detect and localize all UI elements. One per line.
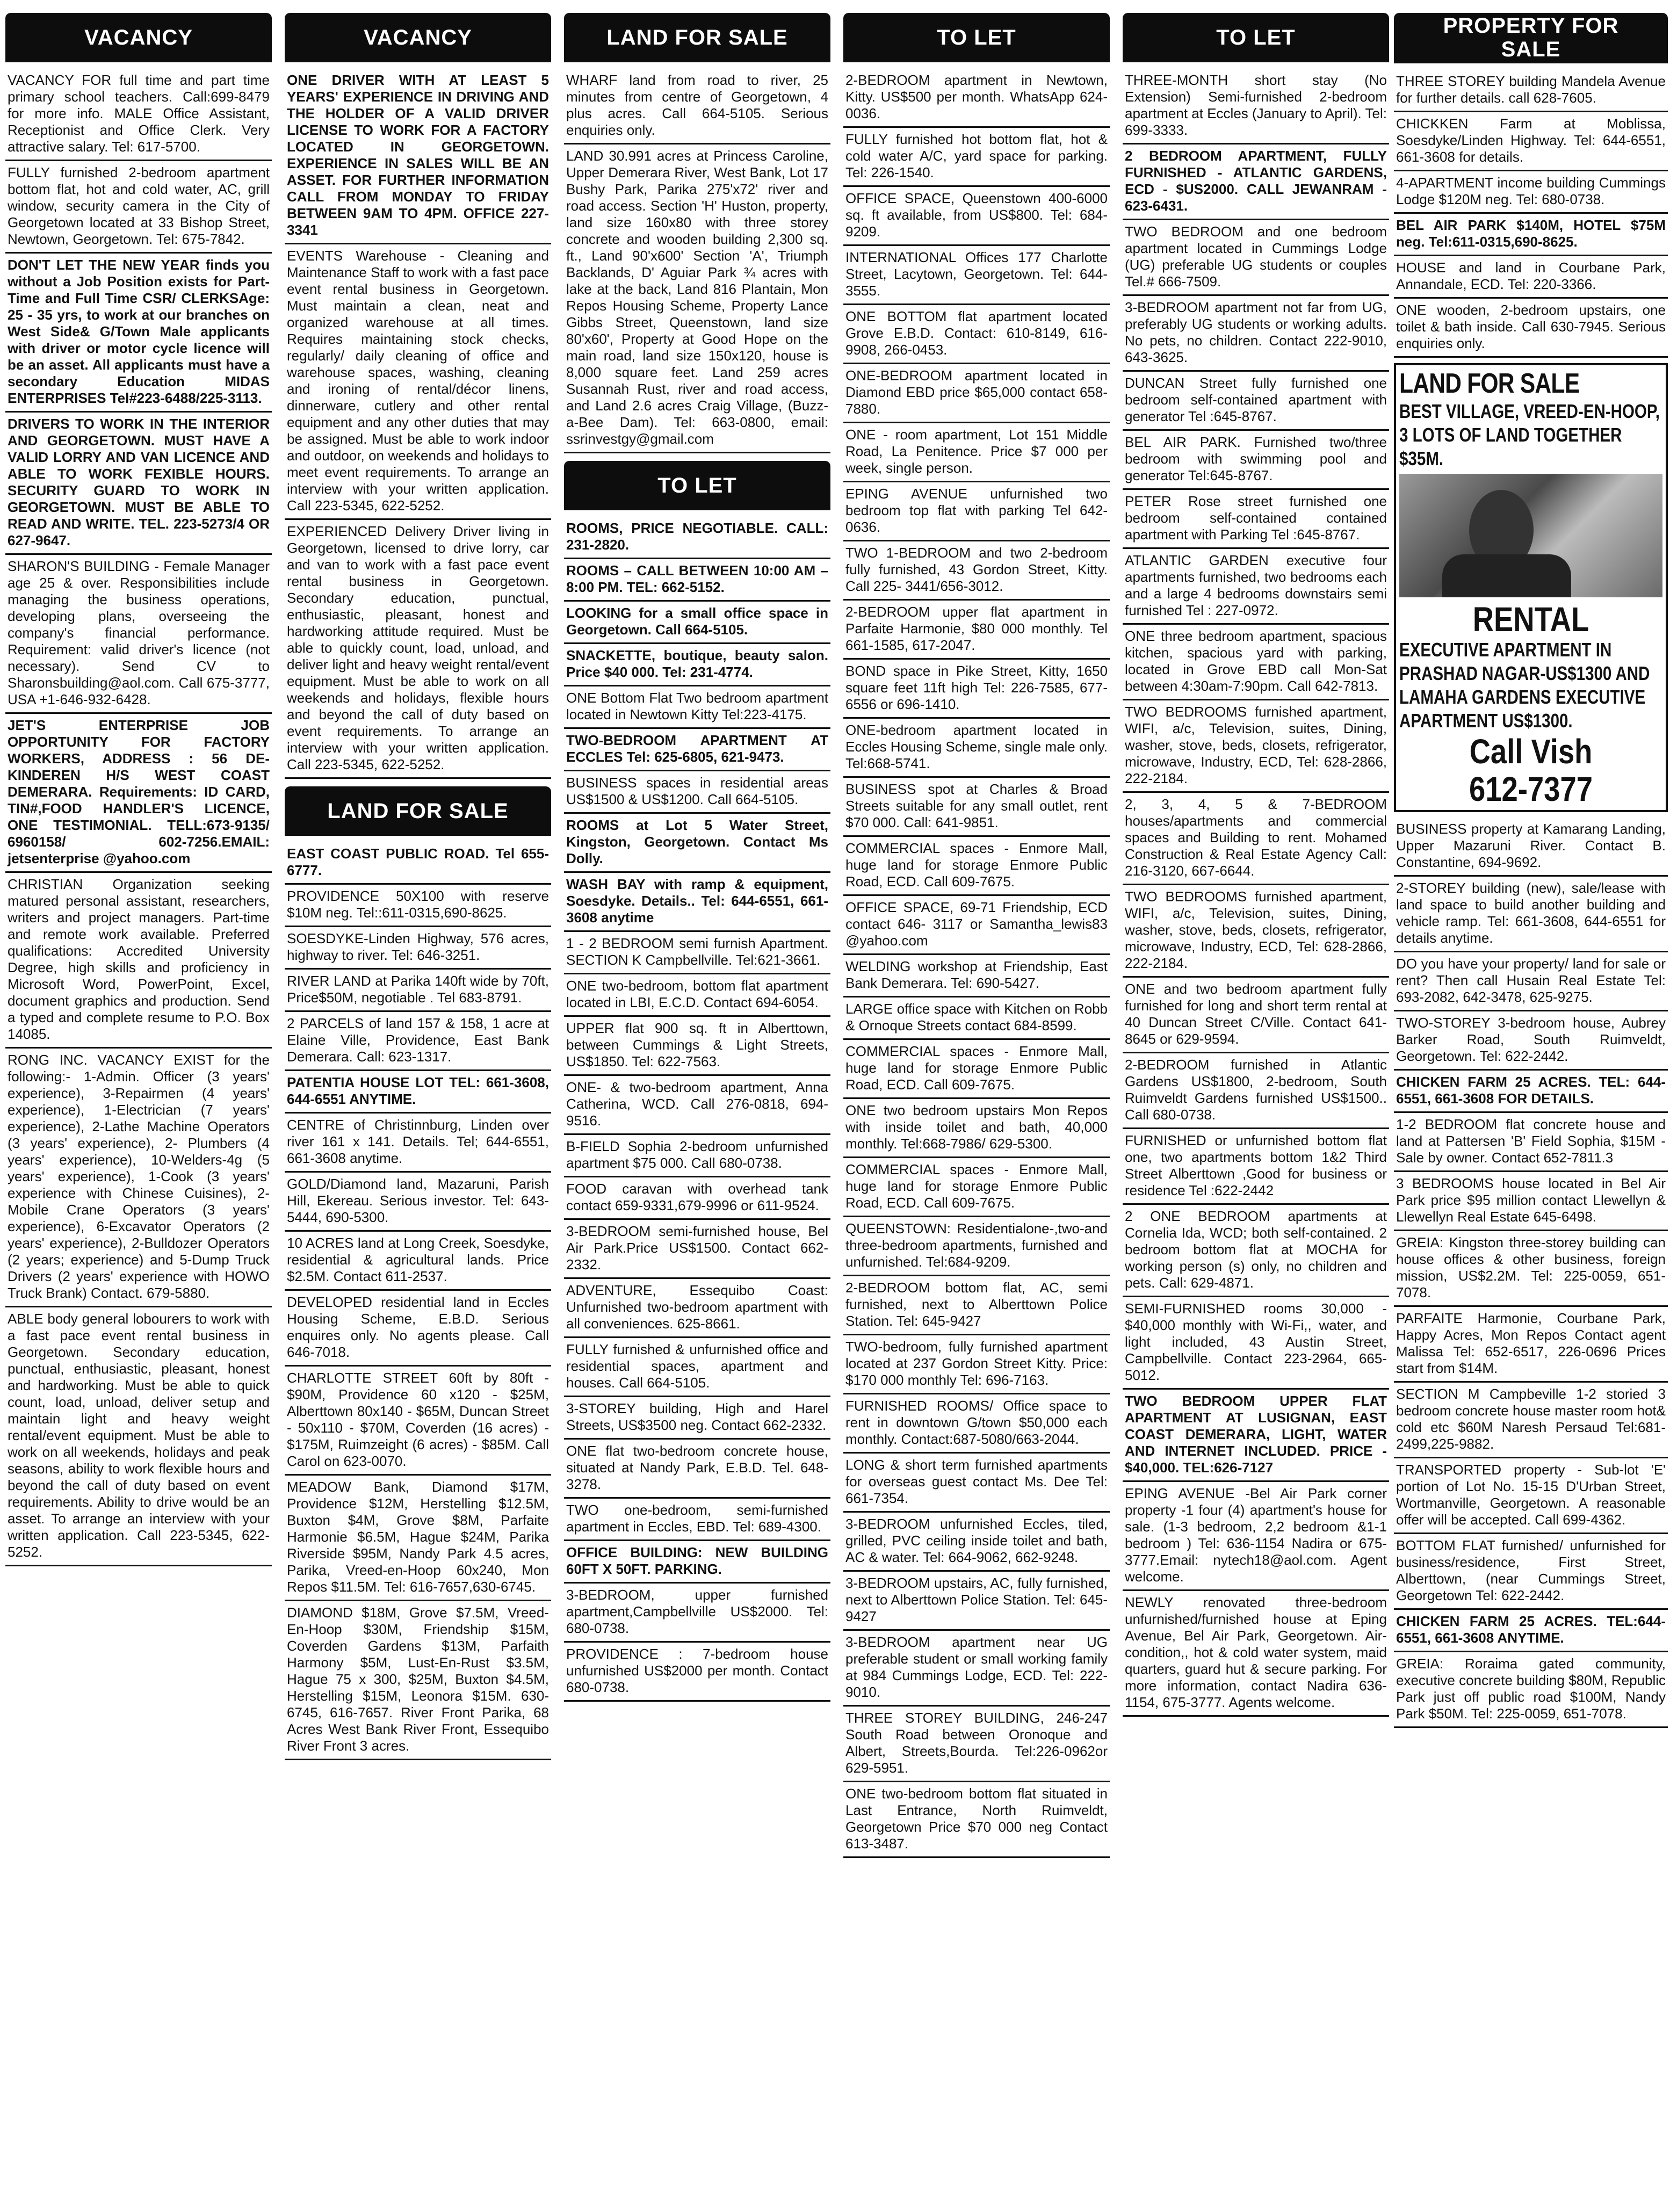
classified-ad: EXPERIENCED Delivery Driver living in Georgetown, licensed to drive lorry, car and van to work with a fast pace event rental business in Georgetown. Secondary education, punctual, enthusiastic, pleasant, honest and hardworking attitude required. Must be able to quickly count, load, unload, and deliver light and heavy weight rental/event equipment. Must be able to work on all weekends and holidays, flexible hours and beyond the call of duty based on event requirements. To arrange an interview with your written application. Call 223-5345, 622-5252. [285,520,551,779]
classified-ad: GREIA: Kingston three-storey building can house offices & other business, foreign mission, US$2.2M. Tel: 225-0059, 651-7078. [1394,1231,1668,1307]
classified-ad: 2 ONE BEDROOM apartments at Cornelia Ida, WCD; both self-contained. 2 bedroom bottom flat at MOCHA for working person (s) only, no children and pets. Call: 629-4871. [1123,1205,1389,1297]
classified-ad: 3 BEDROOMS house located in Bel Air Park price $95 million contact Llewellyn & Llewellyn Real Estate 645-6498. [1394,1172,1668,1231]
classified-ad: ONE-BEDROOM apartment located in Diamond EBD price $65,000 contact 658-7880. [843,364,1110,423]
section-header: LAND FOR SALE [564,13,830,62]
classified-ad: SEMI-FURNISHED rooms 30,000 - $40,000 monthly with Wi-Fi,, water, and light included, 43 Austin Street, Campbellville. Contact 223-2964, 665-5012. [1123,1297,1389,1390]
classified-ad: ONE two-bedroom, bottom flat apartment located in LBI, E.C.D. Contact 694-6054. [564,974,830,1017]
classified-ad: BOND space in Pike Street, Kitty, 1650 square feet 11ft high Tel: 226-7585, 677-6556 or 696-1410. [843,660,1110,719]
column-to-let-1 [843,13,1110,2199]
classified-ad: 3-BEDROOM apartment near UG preferable student or small working family at 984 Cummings Lodge, ECD. Tel: 222-9010. [843,1631,1110,1707]
section-header: TO LET [1123,13,1389,62]
classified-ad: RIVER LAND at Parika 140ft wide by 70ft, Price$50M, negotiable . Tel 683-8791. [285,970,551,1012]
section-header: TO LET [843,13,1110,62]
classified-ad: TWO BEDROOM UPPER FLAT APARTMENT AT LUSIGNAN, EAST COAST DEMERARA, LIGHT, WATER AND INTERNET INCLUDED. PRICE - $40,000. TEL:626-7127 [1123,1390,1389,1482]
classified-ad: 2, 3, 4, 5 & 7-BEDROOM houses/apartments and commercial spaces and Building to rent. Mohamed Construction & Real Estate Agency Call: 216-3120, 667-6644. [1123,793,1389,885]
classified-ad: PETER Rose street furnished one bedroom self-contained contained apartment with Parking Tel :645-8767. [1123,490,1389,549]
classified-ad: 4-APARTMENT income building Cummings Lodge $120M neg. Tel: 680-0738. [1394,171,1668,214]
classified-ad: 3-BEDROOM upstairs, AC, fully furnished, next to Alberttown Police Station. Tel: 645-9427 [843,1572,1110,1631]
section-header-line: PROPERTY FOR [1443,14,1619,38]
classified-ad: DUNCAN Street fully furnished one bedroom self-contained apartment with generator Tel :645-8767. [1123,372,1389,431]
display-ad-call: Call Vish [1469,732,1593,771]
classified-ad: PROVIDENCE : 7-bedroom house unfurnished US$2000 per month. Contact 680-0738. [564,1643,830,1702]
classified-ad: ONE wooden, 2-bedroom upstairs, one toilet & bath inside. Call 630-7945. Serious enquiries only. [1394,299,1668,358]
classified-ad: BUSINESS spot at Charles & Broad Streets suitable for any small outlet, rent $70 000. Call: 641-9851. [843,778,1110,837]
classified-ad: 3-BEDROOM unfurnished Eccles, tiled, grilled, PVC ceiling inside toilet and bath, AC & water. Tel: 664-9062, 662-9248. [843,1513,1110,1572]
classified-ad: CHICKEN FARM 25 ACRES. TEL: 644-6551, 661-3608 FOR DETAILS. [1394,1071,1668,1113]
section-header: VACANCY [285,13,551,62]
classified-ad: 3-BEDROOM semi-furnished house, Bel Air Park.Price US$1500. Contact 662-2332. [564,1220,830,1279]
classified-ad: QUEENSTOWN: Residentialone-,two-and three-bedroom apartments, furnished and unfurnished. Tel:684-9209. [843,1217,1110,1276]
classified-ad: HOUSE and land in Courbane Park, Annandale, ECD. Tel: 220-3366. [1394,256,1668,299]
display-ad-rental: RENTAL [1472,600,1589,639]
classified-ad: WELDING workshop at Friendship, East Bank Demerara. Tel: 690-5427. [843,955,1110,997]
classified-ad: NEWLY renovated three-bedroom unfurnished/furnished house at Eping Avenue, Bel Air Park, Georgetown. Air-condition,, hot & cold water system, maid quarters, guard hut & secure parking. For more information, contact Nadira 636-1154, 675-3777. Agents welcome. [1123,1591,1389,1717]
classified-ad: ROOMS at Lot 5 Water Street, Kingston, Georgetown. Contact Ms Dolly. [564,814,830,873]
classified-ad: THREE-MONTH short stay (No Extension) Semi-furnished 2-bedroom apartment at Eccles (January to April). Tel: 699-3333. [1123,69,1389,144]
classified-ad: 1-2 BEDROOM flat concrete house and land at Pattersen 'B' Field Sophia, $15M - Sale by owner. Contact 652-7811.3 [1394,1113,1668,1172]
classified-ad: LAND 30.991 acres at Princess Caroline, Upper Demerara River, West Bank, Lot 17 Bushy Park, Parika 275'x72' river and road access. Section 'H' Huston, property, land size 160x80 with three storey concrete and wooden building 2,300 sq. ft., Land 90'x600' Section 'A', Triumph Backlands, D' Aguiar Park ¾ acres with lake at the back, Land 816 Plantain, Mon Repos Housing Scheme, Property Lance Gibbs Street, Queenstown, land size 80'x60', Property at Good Hope on the main road, land size 150x120, house is 8,000 square feet. Land 259 acres Susannah Rust, river and road access, and Land 2.6 acres Craig Village, (Buzz-a-Bee Dam). Tel: 663-0800, email: ssrinvestgy@gmail.com [564,144,830,453]
classified-ad: FULLY furnished & unfurnished office and residential spaces, apartment and houses. Call 664-5105. [564,1338,830,1397]
classified-ad: WHARF land from road to river, 25 minutes from centre of Georgetown, 4 plus acres. Call 664-5105. Serious enquiries only. [564,69,830,144]
classified-ad: DEVELOPED residential land in Eccles Housing Scheme, E.B.D. Serious enquires only. No agents please. Call 646-7018. [285,1291,551,1367]
classified-ad: ADVENTURE, Essequibo Coast: Unfurnished two-bedroom apartment with all conveniences. 625-8661. [564,1279,830,1338]
column-vacancy-1 [5,13,272,2199]
classified-ad: ABLE body general lobourers to work with a fast pace event rental business in Georgetown. Secondary education, punctual, enthusiastic, pleasant, honest and hardworking. Must be able to quick count, load, unload, deliver setup and maintain light and heavy weight rental/event equipment. Must be able to work on all weekends, holidays and peak seasons, ability to work flexible hours and beyond the call of duty based on event requirements. Ability to drive would be an asset. To arrange an interview with your written application. Call 223-5345, 622-5252. [5,1307,272,1566]
classified-ad: LARGE office space with Kitchen on Robb & Ornoque Streets contact 684-8599. [843,997,1110,1040]
classified-ad: THREE STOREY building Mandela Avenue for further details. call 628-7605. [1394,70,1668,112]
classified-ad: 3-BEDROOM, upper furnished apartment,Campbellville US$2000. Tel: 680-0738. [564,1584,830,1643]
classified-ad: TWO-STOREY 3-bedroom house, Aubrey Barker Road, South Ruimveldt, Georgetown. Tel: 622-2442. [1394,1011,1668,1071]
classified-ad: COMMERCIAL spaces - Enmore Mall, huge land for storage Enmore Public Road, ECD. Call 609-7675. [843,1040,1110,1099]
display-ad-text: EXECUTIVE APARTMENT IN PRASHAD NAGAR-US$1300 AND LAMAHA GARDENS EXECUTIVE APARTMENT US$1300. [1399,639,1650,732]
classified-ad: 1 - 2 BEDROOM semi furnish Apartment. SECTION K Campbellville. Tel:621-3661. [564,932,830,974]
classified-ad: GOLD/Diamond land, Mazaruni, Parish Hill, Ekereau. Serious investor. Tel: 643-5444, 690-5300. [285,1173,551,1232]
classified-ad: 2 BEDROOM APARTMENT, FULLY FURNISHED - ATLANTIC GARDENS, ECD - $US2000. CALL JEWANRAM - 623-6431. [1123,144,1389,220]
classified-ad: SECTION M Campbeville 1-2 storied 3 bedroom concrete house master room hot& cold etc $60M Naresh Persaud Tel:681-2499,225-9882. [1394,1383,1668,1458]
classified-ad: 2-BEDROOM apartment in Newtown, Kitty. US$500 per month. WhatsApp 624-0036. [843,69,1110,128]
display-ad-phone: 612-7377 [1469,770,1593,808]
display-ad-text: BEST VILLAGE, VREED-EN-HOOP, 3 LOTS OF LAND TOGETHER $35M. [1399,400,1660,469]
classified-ad: 2 PARCELS of land 157 & 158, 1 acre at Elaine Ville, Providence, East Bank Demerara. Call: 623-1317. [285,1012,551,1071]
classified-ad: TWO BEDROOM and one bedroom apartment located in Cummings Lodge (UG) preferable UG students or couples Tel.# 666-7509. [1123,220,1389,296]
classified-ad: BEL AIR PARK $140M, HOTEL $75M neg. Tel:611-0315,690-8625. [1394,214,1668,256]
classified-ad: 2-BEDROOM furnished in Atlantic Gardens US$1800, 2-bedroom, South Ruimveldt Gardens furnished US$1500.. Call 680-0738. [1123,1053,1389,1129]
classified-ad: VACANCY FOR full time and part time primary school teachers. Call:699-8479 for more info. MALE Office Assistant, Receptionist and Office Clerk. Very attractive salary. Tel: 617-5700. [5,69,272,161]
classified-ad: DIAMOND $18M, Grove $7.5M, Vreed-En-Hoop $30M, Friendship $15M, Coverden Gardens $13M, Parfaith Harmony $5M, Lust-En-Rust $3.5M, Hague 75 x 300, $25M, Buxton $4.5M, Herstelling $15M, Leonora $15M. 630-6745, 616-7657. River Front Parika, 68 Acres West Bank River Front, Essequibo River Front 3 acres. [285,1601,551,1760]
classified-ad: TWO one-bedroom, semi-furnished apartment in Eccles, EBD. Tel: 689-4300. [564,1499,830,1541]
classified-ad: BEL AIR PARK. Furnished two/three bedroom with swimming pool and generator Tel:645-8767. [1123,431,1389,490]
column-property-for-sale [1394,13,1668,2199]
classified-ad: INTERNATIONAL Offices 177 Charlotte Street, Lacytown, Georgetown. Tel: 644-3555. [843,246,1110,305]
classified-ad: EAST COAST PUBLIC ROAD. Tel 655-6777. [285,842,551,885]
classified-ad: TRANSPORTED property - Sub-lot 'E' portion of Lot No. 15-15 D'Urban Street, Wortmanville, Georgetown. A reasonable offer will be accepted. Call 699-4362. [1394,1458,1668,1534]
classified-ad: TWO BEDROOMS furnished apartment, WIFI, a/c, Television, suites, Dining, washer, stove, beds, closets, refrigerator, microwave, Industry, ECD, Tel: 628-2866, 222-2184. [1123,700,1389,793]
display-ad-box [1394,363,1668,812]
classified-ad: ONE - room apartment, Lot 151 Middle Road, La Penitence. Price $7 000 per week, single person. [843,423,1110,482]
section-header: VACANCY [5,13,272,62]
classified-ad: PROVIDENCE 50X100 with reserve $10M neg. Tel::611-0315,690-8625. [285,885,551,927]
classified-ad: TWO-BEDROOM APARTMENT AT ECCLES Tel: 625-6805, 621-9473. [564,729,830,771]
classified-ad: UPPER flat 900 sq. ft in Alberttown, between Cummings & Light Streets, US$1850. Tel: 622-7563. [564,1017,830,1076]
section-header-line: SALE [1501,38,1561,61]
person-photo-icon [1399,474,1662,597]
classified-ad: COMMERCIAL spaces - Enmore Mall, huge land for storage Enmore Public Road, ECD. Call 609-7675. [843,837,1110,896]
classified-ad: ONE three bedroom apartment, spacious kitchen, spacious yard with parking, located in Grove EBD call Mon-Sat between 4:30am-7:90pm. Call 642-7813. [1123,625,1389,700]
classified-ad: EVENTS Warehouse - Cleaning and Maintenance Staff to work with a fast pace event rental business in Georgetown. Must maintain a clean, neat and organized warehouse at all times. Requires maintaining stock checks, regularly/ daily cleaning of office and warehouse spaces, washing, cleaning and ironing of rental/décor linens, dinnerware, cutlery and other rental equipment and any other duties that may be assigned. Must be able to work indoor and outdoor, on weekends and holidays to meet event requirements. To arrange an interview with your written application. Call 223-5345, 622-5252. [285,244,551,520]
classified-ad: FURNISHED ROOMS/ Office space to rent in downtown G/town $50,000 each monthly. Contact:687-5080/663-2044. [843,1394,1110,1454]
classified-ad: EPING AVENUE unfurnished two bedroom top flat with parking Tel 642-0636. [843,482,1110,541]
classified-ad: 3-BEDROOM apartment not far from UG, preferably UG students or working adults. No pets, no children. Contact 222-9010, 643-3625. [1123,296,1389,372]
classified-ad: ROOMS – CALL BETWEEN 10:00 AM – 8:00 PM. TEL: 662-5152. [564,559,830,602]
classified-ad: SHARON'S BUILDING - Female Manager age 25 & over. Responsibilities include managing the business operations, developing plans, overseeing the company's financial performance. Requirement: valid driver's licence (not necessary). Send CV to Sharonsbuilding@aol.com. Call 675-3777, USA +1-646-932-6428. [5,555,272,714]
classified-ad: ONE two-bedroom bottom flat situated in Last Entrance, North Ruimveldt, Georgetown Price $70 000 neg Contact 613-3487. [843,1782,1110,1858]
classified-ad: 10 ACRES land at Long Creek, Soesdyke, residential & agricultural lands. Price $2.5M. Contact 611-2537. [285,1232,551,1291]
classified-ad: CHRISTIAN Organization seeking matured personal assistant, researchers, writers and project managers. Part-time and remote work available. Preferred qualifications: Accredited University Degree, high skills and proficiency in Microsoft Word, PowerPoint, Excel, document graphics and production. Send a typed and complete resume to P.O. Box 14085. [5,873,272,1049]
ad-list [5,69,272,1566]
classified-ad: OFFICE BUILDING: NEW BUILDING 60FT X 50FT. PARKING. [564,1541,830,1584]
classified-ad: PARFAITE Harmonie, Courbane Park, Happy Acres, Mon Repos Contact agent Malissa Tel: 652-6517, 226-0696 Prices start from $14M. [1394,1307,1668,1383]
classified-ad: 2-STOREY building (new), sale/lease with land space to build another building and vehicle ramp. Tel: 661-3608, 644-6551 for details anytime. [1394,877,1668,952]
section-header: TO LET [564,461,830,510]
classified-ad: FOOD caravan with overhead tank contact 659-9331,679-9996 or 611-9524. [564,1177,830,1220]
section-header: LAND FOR SALE [285,786,551,836]
classified-ad: CHICKEN FARM 25 ACRES. TEL:644-6551, 661-3608 ANYTIME. [1394,1610,1668,1652]
classified-ad: JET'S ENTERPRISE JOB OPPORTUNITY FOR FACTORY WORKERS, ADDRESS : 56 DE-KINDEREN H/S WEST COAST DEMERARA. Requirements: ID CARD, TIN#,FOOD HANDLER'S LICENCE, ONE TESTIMONIAL. TELL:673-9135/ 6960158/ 602-7256.EMAIL: jetsenterprise @yahoo.com [5,714,272,873]
classified-ad: FULLY furnished hot bottom flat, hot & cold water A/C, yard space for parking. Tel: 226-1540. [843,128,1110,187]
classified-ad: CENTRE of Christinnburg, Linden over river 161 x 141. Details. Tel; 644-6551, 661-3608 anytime. [285,1114,551,1173]
classified-ad: TWO BEDROOMS furnished apartment, WIFI, a/c, Television, suites, Dining, washer, stove, beds, closets, refrigerator, microwave, Industry, ECD, Tel: 628-2866, 222-2184. [1123,885,1389,978]
classified-ad: ONE BOTTOM flat apartment located Grove E.B.D. Contact: 610-8149, 616-9908, 266-0453. [843,305,1110,364]
classified-ad: FULLY furnished 2-bedroom apartment bottom flat, hot and cold water, AC, grill window, security camera in the City of Georgetown located at 33 Bishop Street, Newtown, Georgetown. Tel: 675-7842. [5,161,272,254]
classified-ad: DO you have your property/ land for sale or rent? Then call Husain Real Estate Tel: 693-2082, 642-3478, 625-9275. [1394,952,1668,1011]
classified-ad: DRIVERS TO WORK IN THE INTERIOR AND GEORGETOWN. MUST HAVE A VALID LORRY AND VAN LICENCE AND ABLE TO WORK FEXIBLE HOURS. SECURITY GUARD TO WORK IN GEORGETOWN. MUST BE ABLE TO READ AND WRITE. TEL. 223-5273/4 OR 627-9647. [5,413,272,555]
classified-ad: ONE-bedroom apartment located in Eccles Housing Scheme, single male only. Tel:668-5741. [843,719,1110,778]
classified-ad: LOOKING for a small office space in Georgetown. Call 664-5105. [564,602,830,644]
classified-ad: ONE two bedroom upstairs Mon Repos with inside toilet and bath, 40,000 monthly. Tel:668-7986/ 629-5300. [843,1099,1110,1158]
classified-ad: FURNISHED or unfurnished bottom flat one, two apartments bottom 1&2 Third Street Alberttown ,Good for business or residence Tel :622-2442 [1123,1129,1389,1205]
classified-ad: SOESDYKE-Linden Highway, 576 acres, highway to river. Tel: 646-3251. [285,927,551,970]
classified-ad: CHARLOTTE STREET 60ft by 80ft - $90M, Providence 60 x120 - $25M, Alberttown 80x140 - $65M, Duncan Street - 50x110 - $70M, Coverden (16 acres) - $175M, Ruimzeight (6 acres) - $85M. Call Carol on 623-0070. [285,1367,551,1476]
classified-ad: ONE- & two-bedroom apartment, Anna Catherina, WCD. Call 276-0818, 694-9516. [564,1076,830,1135]
classified-ad: TWO-bedroom, fully furnished apartment located at 237 Gordon Street Kitty. Price: $170 000 monthly Tel: 696-7163. [843,1335,1110,1394]
classified-ad: ONE DRIVER WITH AT LEAST 5 YEARS' EXPERIENCE IN DRIVING AND THE HOLDER OF A VALID DRIVER LICENSE TO WORK FOR A FACTORY LOCATED IN GEORGETOWN. EXPERIENCE IN SALES WILL BE AN ASSET. FOR FURTHER INFORMATION CALL FROM MONDAY TO FRIDAY BETWEEN 9AM TO 4PM. OFFICE 227-3341 [285,69,551,244]
classified-ad: ONE Bottom Flat Two bedroom apartment located in Newtown Kitty Tel:223-4175. [564,686,830,729]
classified-ad: 2-BEDROOM upper flat apartment in Parfaite Harmonie, $80 000 monthly. Tel 661-1585, 617-2047. [843,601,1110,660]
classified-ad: THREE STOREY BUILDING, 246-247 South Road between Oronoque and Albert, Streets,Bourda. Tel:226-0962or 629-5951. [843,1707,1110,1782]
classified-ad: ONE and two bedroom apartment fully furnished for long and short term rental at 40 Duncan Street C/Ville. Contact 641-8645 or 629-9594. [1123,978,1389,1053]
classified-ad: COMMERCIAL spaces - Enmore Mall, huge land for storage Enmore Public Road, ECD. Call 609-7675. [843,1158,1110,1217]
classified-ad: 3-STOREY building, High and Harel Streets, US$3500 neg. Contact 662-2332. [564,1397,830,1440]
classified-ad: MEADOW Bank, Diamond $17M, Providence $12M, Herstelling $12.5M, Buxton $4M, Grove $8M, Parfaite Harmonie $6.5M, Hague $24M, Parika Riverside $95M, Nandy Park 4.5 acres, Parika, Vreed-en-Hoop 60x240, Mon Repos $11.5M. Tel: 616-7657,630-6745. [285,1476,551,1601]
column-to-let-2 [1123,13,1389,2199]
classified-ad: BUSINESS property at Kamarang Landing, Upper Mazaruni River. Contact B. Constantine, 694-9692. [1394,818,1668,877]
classified-ad: B-FIELD Sophia 2-bedroom unfurnished apartment $75 000. Call 680-0738. [564,1135,830,1177]
classified-ad: CHICKKEN Farm at Moblissa, Soesdyke/Linden Highway. Tel: 644-6551, 661-3608 for details. [1394,112,1668,171]
classified-ad: OFFICE SPACE, Queenstown 400-6000 sq. ft available, from US$800. Tel: 684-9209. [843,187,1110,246]
classified-ad: SNACKETTE, boutique, beauty salon. Price $40 000. Tel: 231-4774. [564,644,830,686]
classified-ad: ONE flat two-bedroom concrete house, situated at Nandy Park, E.B.D. Tel. 648-3278. [564,1440,830,1499]
classified-ad: LONG & short term furnished apartments for overseas guest contact Ms. Dee Tel: 661-7354. [843,1454,1110,1513]
classified-ad: DON'T LET THE NEW YEAR finds you without a Job Position exists for Part-Time and Full Time CSR/ CLERKSAge: 25 - 35 yrs, to work at our branches on West Side& G/Town Male applicants with driver or motor cycle licence will be an asset. All applicants must have a secondary Education MIDAS ENTERPRISES Tel#223-6488/225-3113. [5,254,272,413]
classified-ad: EPING AVENUE -Bel Air Park corner property -1 four (4) apartment's house for sale. (1-3 bedroom, 2,2 bedroom &1-1 bedroom ) Tel: 636-1154 Nadira or 675-3777.Email: nytech18@aol.com. Agent welcome. [1123,1482,1389,1591]
column-vacancy-2 [285,13,551,2199]
classified-ad: ATLANTIC GARDEN executive four apartments furnished, two bedrooms each and a large 4 bedrooms downstairs semi furnished Tel : 227-0972. [1123,549,1389,625]
column-land-for-sale [564,13,830,2199]
section-header [1394,13,1668,63]
classified-ad: WASH BAY with ramp & equipment, Soesdyke. Details.. Tel: 644-6551, 661-3608 anytime [564,873,830,932]
classified-ad: GREIA: Roraima gated community, executive concrete building $80M, Republic Park just off public road $100M, Nandy Park $50M. Tel: 225-0059, 651-7078. [1394,1652,1668,1728]
classified-ad: 2-BEDROOM bottom flat, AC, semi furnished, next to Alberttown Police Station. Tel: 645-9427 [843,1276,1110,1335]
display-ad-title: LAND FOR SALE [1399,368,1580,399]
classified-ad: BUSINESS spaces in residential areas US$1500 & US$1200. Call 664-5105. [564,771,830,814]
classified-ad: RONG INC. VACANCY EXIST for the following:- 1-Admin. Officer (3 years' experience), 3-Repairmen (4 years' experience), 1-Electrician (7 years' experience), 2-Lathe Machine Operators (3 years' experience), 2- Plumbers (4 years' experience), 10-Welders-4g (5 years' experience), 1-Cook (3 years' experience with Chinese Cuisines), 2-Mobile Crane Operators (3 years' experience), 6-Excavator Operators (2 years' experience), 2-Bulldozer Operators (2 years; experience) and 5-Dump Truck Drivers (2 years' experience with HOWO Truck Brank) Contact. 679-5880. [5,1049,272,1307]
classified-ad: ROOMS, PRICE NEGOTIABLE. CALL: 231-2820. [564,517,830,559]
classified-ad: OFFICE SPACE, 69-71 Friendship, ECD contact 646- 3117 or Samantha_lewis83 @yahoo.com [843,896,1110,955]
classified-ad: TWO 1-BEDROOM and two 2-bedroom fully furnished, 43 Gordon Street, Kitty. Call 225- 3441/656-3012. [843,541,1110,601]
classified-ad: PATENTIA HOUSE LOT TEL: 661-3608, 644-6551 ANYTIME. [285,1071,551,1114]
classified-ad: BOTTOM FLAT furnished/ unfurnished for business/residence, First Street, Alberttown, (near Cummings Street, Georgetown Tel: 622-2442. [1394,1534,1668,1610]
